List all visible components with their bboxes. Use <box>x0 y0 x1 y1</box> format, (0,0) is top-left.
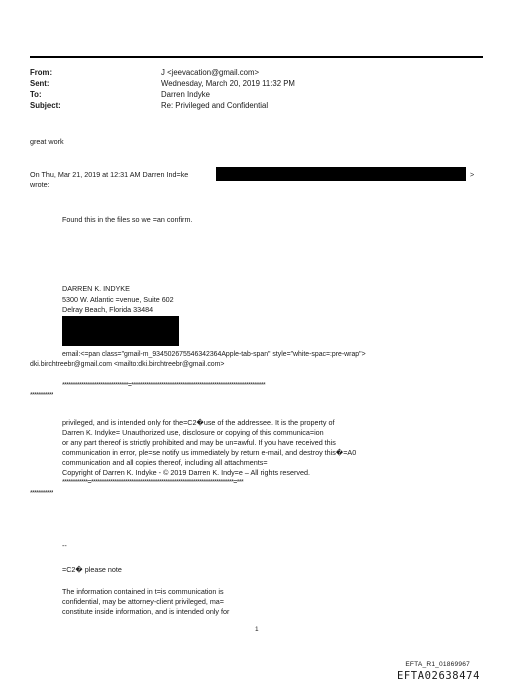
info-line-1: The information contained in t=is communication is <box>62 587 224 596</box>
header-rule <box>30 56 483 58</box>
info-line-3: constitute inside information, and is intended only for <box>62 607 230 616</box>
redaction-box-email <box>216 167 466 181</box>
signature-address-2: Delray Beach, Florida 33484 <box>62 305 154 314</box>
email-line-2: dki.birchtreebr@gmail.com <mailto:dki.birchtreebr@gmail.com> <box>30 361 225 368</box>
separator-stars-1: *******************************=*************************************************************** <box>62 382 266 389</box>
separator-stars-2b: *********** <box>30 490 54 497</box>
quote-intro-gt: > <box>470 170 475 179</box>
email-line-1: email:<=pan class="gmail-m_934502675546342364Apple-tab-span" style="white-spac=:pre-wrap"> <box>62 351 366 358</box>
redaction-box-phone <box>62 316 179 346</box>
document-id-small: EFTA_R1_01869967 <box>405 661 470 668</box>
reply-text: great work <box>30 137 64 146</box>
subject-value: Re: Privileged and Confidential <box>161 101 269 110</box>
quote-intro-line-2: wrote: <box>30 180 50 189</box>
document-id-large: EFTA02638474 <box>396 670 480 682</box>
separator-stars-2: ************=*******************************************************************=*** <box>62 479 244 486</box>
privilege-line-4: communication in error, ple=se notify us immediately by return e-mail, and destroy this�=A0 <box>62 448 357 457</box>
info-line-2: confidential, may be attorney-client privileged, ma= <box>62 597 225 606</box>
from-label: From: <box>30 68 53 77</box>
sent-label: Sent: <box>30 79 50 88</box>
privilege-line-5: communication and all copies thereof, including all attachments= <box>62 458 268 467</box>
separator-stars-1b: *********** <box>30 392 54 399</box>
privilege-line-1: privileged, and is intended only for the=C2�use of the addressee. It is the property of <box>62 418 335 427</box>
privilege-line-2: Darren K. Indyke= Unauthorized use, disclosure or copying of this communica=ion <box>62 428 324 437</box>
subject-label: Subject: <box>30 101 61 110</box>
quote-intro-line-1: On Thu, Mar 21, 2019 at 12:31 AM Darren Ind=ke <box>30 170 189 179</box>
to-label: To: <box>30 90 42 99</box>
found-text: Found this in the files so we =an confirm. <box>62 215 193 224</box>
sent-value: Wednesday, March 20, 2019 11:32 PM <box>161 79 295 88</box>
signature-name: DARREN K. INDYKE <box>62 284 130 293</box>
please-note-text: =C2� please note <box>62 565 122 574</box>
signature-dashes: -- <box>62 541 67 550</box>
to-value: Darren Indyke <box>161 90 210 99</box>
privilege-line-3: or any part thereof is strictly prohibited and may be un=awful. If you have received this <box>62 438 336 447</box>
from-value: J <jeevacation@gmail.com> <box>161 68 260 77</box>
page-number: 1 <box>255 626 259 633</box>
copyright-line: Copyright of Darren K. Indyke - © 2019 Darren K. Indy=e – All rights reserved. <box>62 468 310 477</box>
signature-address-1: 5300 W. Atlantic =venue, Suite 602 <box>62 295 174 304</box>
